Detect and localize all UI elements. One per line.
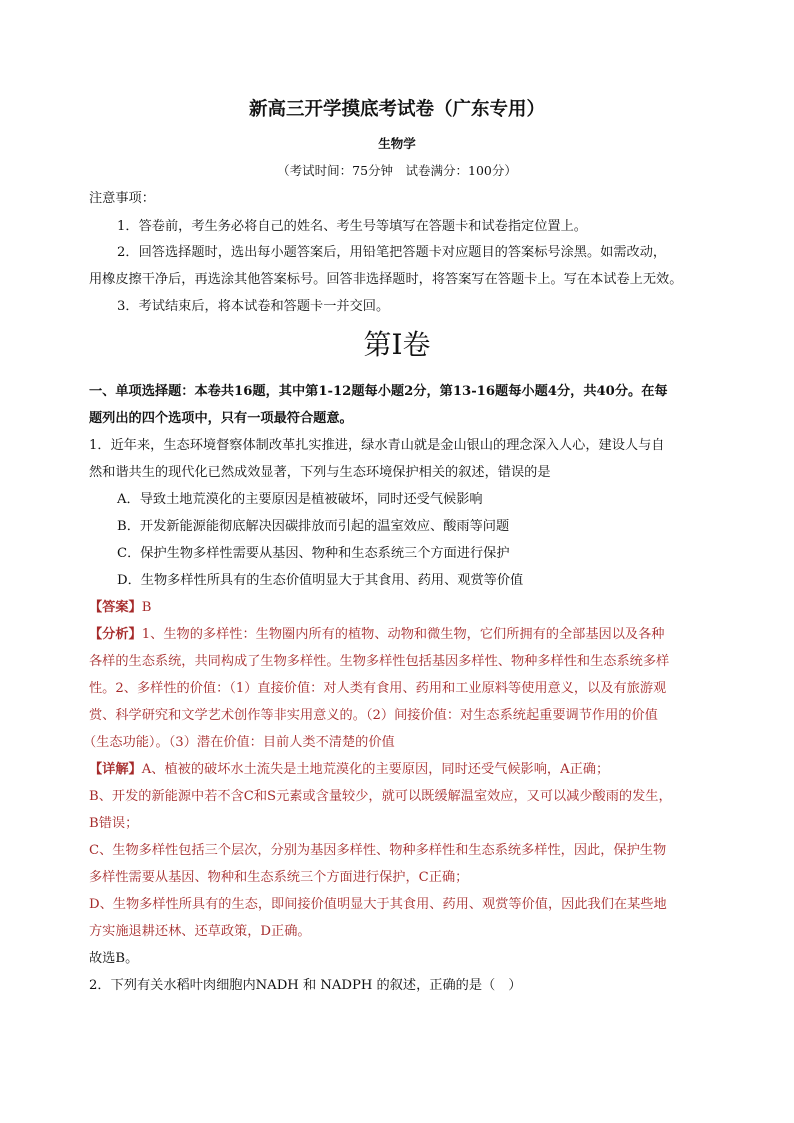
q1-option-c: C．保护生物多样性需要从基因、物种和生态系统三个方面进行保护 [117,546,510,561]
q1-stem-line2: 然和谐共生的现代化已然成效显著，下列与生态环境保护相关的叙述，错误的是 [89,465,551,480]
q1-detail-line2: B、开发的新能源中若不含C和S元素或含量较少，就可以既缓解温室效应，又可以减少酸雨的发生， [89,789,672,804]
q1-analysis-line4: 赏、科学研究和文学艺术创作等非实用意义的。（2）间接价值：对生态系统起重要调节作用的价值 [89,708,658,723]
note-item-3: 3．考试结束后，将本试卷和答题卡一并交回。 [117,299,390,314]
q1-stem-line1: 1．近年来，生态环境督察体制改革扎实推进，绿水青山就是金山银山的理念深入人心，建设人与自 [89,438,665,453]
detail-tag: 【详解】 [89,762,142,777]
page-title: 新高三开学摸底考试卷（广东专用） [248,99,545,120]
q1-detail-line3: B错误； [89,816,139,831]
answer-value: B [141,600,152,615]
q1-detail-line1 [89,761,609,779]
q1-detail-line7: 方实施退耕还林、还草政策，D正确。 [89,924,311,939]
note-item-2-line1: 2．回答选择题时，选出每小题答案后，用铅笔把答题卡对应题目的答案标号涂黑。如需改动， [117,245,667,260]
analysis-tag: 【分析】 [89,627,142,642]
q1-option-a: A．导致土地荒漠化的主要原因是植被破坏，同时还受气候影响 [117,492,483,507]
q1-option-d: D．生物多样性所具有的生态价值明显大于其食用、药用、观赏等价值 [117,573,524,588]
q1-detail-line5: 多样性需要从基因、物种和生态系统三个方面进行保护，C正确； [89,870,469,885]
exam-time-info: （考试时间：75分钟 试卷满分：100分） [277,163,517,178]
q1-analysis-line3: 性。2、多样性的价值：（1）直接价值：对人类有食用、药用和工业原料等使用意义，以及有旅游观 [89,681,667,696]
q1-analysis-line2: 各样的生态系统，共同构成了生物多样性。生物多样性包括基因多样性、物种多样性和生态系统多样 [89,654,670,669]
q1-answer [89,599,151,617]
note-item-1: 1．答卷前，考生务必将自己的姓名、考生号等填写在答题卡和试卷指定位置上。 [117,219,587,234]
q1-analysis-line5: （生态功能）。（3）潜在价值：目前人类不清楚的价值 [83,735,395,750]
notes-heading: 注意事项： [89,191,155,206]
answer-tag: 【答案】 [89,600,142,615]
q2-stem-line1: 2．下列有关水稻叶肉细胞内NADH 和 NADPH 的叙述，正确的是（ ） [89,978,522,993]
section-instruction-line2: 题列出的四个选项中，只有一项最符合题意。 [89,411,353,426]
section-instruction-line1: 一、单项选择题：本卷共16题，其中第1-12题每小题2分，第13-16题每小题4分，共40分。在每 [89,384,668,399]
analysis-text: 1、生物的多样性：生物圈内所有的植物、动物和微生物，它们所拥有的全部基因以及各种 [141,627,665,642]
q1-analysis-line1 [89,626,664,644]
volume-title: 第Ⅰ卷 [363,328,431,361]
q1-detail-line4: C、生物多样性包括三个层次，分别为基因多样性、物种多样性和生态系统多样性，因此，保护生物 [89,843,667,858]
subject-label: 生物学 [378,136,416,151]
q1-option-b: B．开发新能源能彻底解决因碳排放而引起的温室效应、酸雨等问题 [117,519,510,534]
detail-text: A、植被的破坏水土流失是土地荒漠化的主要原因，同时还受气候影响，A正确； [141,762,610,777]
note-item-2-line2: 用橡皮擦干净后，再选涂其他答案标号。回答非选择题时，将答案写在答题卡上。写在本试卷上无效。 [89,272,683,287]
q1-conclusion: 故选B。 [89,951,139,966]
q1-detail-line6: D、生物多样性所具有的生态，即间接价值明显大于其食用、药用、观赏等价值，因此我们在某些地 [89,897,667,912]
